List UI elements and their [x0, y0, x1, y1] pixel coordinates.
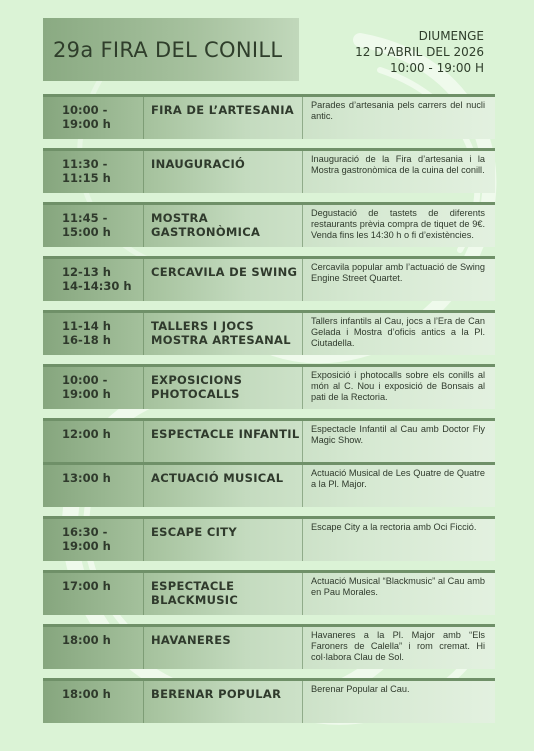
schedule-description: Havaneres a la Pl. Major amb “Els Faroners de Calella” i rom cremat. Hi col·labora Clau de Sol.: [311, 630, 485, 662]
schedule-row: [43, 151, 495, 193]
schedule-description: Cercavila popular amb l’actuació de Swing Engine Street Quartet.: [311, 262, 485, 283]
schedule-event: FIRA DE L’ARTESANIA: [151, 103, 294, 117]
event-hours: 10:00 - 19:00 H: [390, 61, 484, 75]
schedule-time: 12-13 h 14-14:30 h: [62, 265, 132, 293]
schedule-event: CERCAVILA DE SWING: [151, 265, 298, 279]
schedule-row: [43, 519, 495, 561]
schedule-description: Parades d’artesania pels carrers del nucli antic.: [311, 100, 485, 121]
schedule-description: Degustació de tastets de diferents restaurants prèvia compra de tiquet de 9€. Venda fins les 14:30 h o fi d’existències.: [311, 208, 485, 240]
schedule-time: 10:00 - 19:00 h: [62, 373, 111, 401]
schedule-event: TALLERS I JOCS MOSTRA ARTESANAL: [151, 319, 291, 347]
schedule-event: INAUGURACIÓ: [151, 157, 246, 171]
schedule-row: [43, 573, 495, 615]
schedule-description: Escape City a la rectoria amb Oci Ficció.: [311, 522, 477, 532]
schedule-event: MOSTRA GASTRONÒMICA: [151, 211, 261, 239]
schedule-time: 17:00 h: [62, 579, 111, 593]
schedule-row: [43, 627, 495, 669]
schedule-description: Inauguració de la Fira d’artesania i la Mostra gastronòmica de la cuina del conill.: [311, 154, 485, 175]
schedule-event: EXPOSICIONS PHOTOCALLS: [151, 373, 243, 401]
event-day: DIUMENGE: [418, 29, 484, 43]
schedule-time: 18:00 h: [62, 687, 111, 701]
event-date: 12 D’ABRIL DEL 2026: [355, 45, 484, 59]
schedule-time: 12:00 h: [62, 427, 111, 441]
schedule-description: Espectacle Infantil al Cau amb Doctor Fly Magic Show.: [311, 424, 485, 445]
schedule-description: Exposició i photocalls sobre els conills al món al C. Nou i exposició de Bonsais al pati de la Rectoria.: [311, 370, 485, 402]
schedule-row: [43, 97, 495, 139]
schedule-time: 11:30 - 11:15 h: [62, 157, 111, 185]
schedule-event: ACTUACIÓ MUSICAL: [151, 471, 284, 485]
schedule-row: [43, 367, 495, 409]
schedule-description: Actuació Musical de Les Quatre de Quatre a la Pl. Major.: [311, 468, 485, 489]
page-title: 29a FIRA DEL CONILL: [53, 37, 283, 62]
schedule-event: ESCAPE CITY: [151, 525, 237, 539]
title-banner: [43, 18, 299, 81]
schedule-row: [43, 421, 495, 463]
schedule-event: BERENAR POPULAR: [151, 687, 282, 701]
schedule-time: 16:30 - 19:00 h: [62, 525, 111, 553]
schedule-time: 13:00 h: [62, 471, 111, 485]
schedule-description: Berenar Popular al Cau.: [311, 684, 410, 694]
schedule-time: 11-14 h 16-18 h: [62, 319, 111, 347]
schedule-row: [43, 465, 495, 507]
schedule-row: [43, 313, 495, 355]
schedule-row: [43, 681, 495, 723]
schedule-time: 11:45 - 15:00 h: [62, 211, 111, 239]
schedule-time: 18:00 h: [62, 633, 111, 647]
schedule-row: [43, 205, 495, 247]
schedule-row: [43, 259, 495, 301]
schedule-event: ESPECTACLE BLACKMUSIC: [151, 579, 239, 607]
event-date-block: [355, 28, 484, 76]
schedule-event: ESPECTACLE INFANTIL: [151, 427, 300, 441]
schedule-time: 10:00 - 19:00 h: [62, 103, 111, 131]
schedule-description: Tallers infantils al Cau, jocs a l’Era de Can Gelada i Mostra d’oficis antics a la Pl. Ciutadella.: [311, 316, 485, 348]
schedule-event: HAVANERES: [151, 633, 231, 647]
schedule-description: Actuació Musical “Blackmusic” al Cau amb en Pau Morales.: [311, 576, 485, 597]
